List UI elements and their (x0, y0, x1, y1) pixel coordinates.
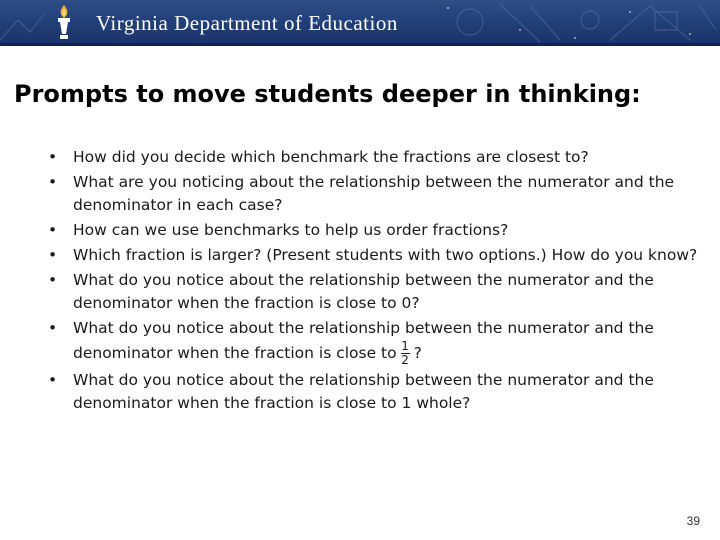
prompt-list (48, 146, 698, 417)
prompt-suffix: ? (413, 344, 422, 362)
bullet-icon: • (48, 148, 58, 166)
prompt-item (48, 317, 698, 367)
prompt-item (48, 171, 698, 217)
prompt-text: What do you notice about the relationship between the numerator and the denominator when the fraction is close to (73, 319, 654, 362)
organization-name: Virginia Department of Education (96, 11, 398, 35)
prompt-item (48, 219, 698, 242)
bullet-icon: • (48, 319, 58, 337)
prompt-text: What do you notice about the relationship between the numerator and the denominator when the fraction is close to 0? (73, 271, 654, 312)
page-number: 39 (686, 514, 700, 528)
prompt-text: What do you notice about the relationship between the numerator and the denominator when the fraction is close to 1 whole? (73, 371, 654, 412)
bullet-icon: • (48, 173, 58, 191)
prompt-item (48, 146, 698, 169)
banner-stripe (0, 43, 720, 46)
prompt-text: How can we use benchmarks to help us order fractions? (73, 221, 509, 239)
prompt-item (48, 269, 698, 315)
bullet-icon: • (48, 371, 58, 389)
prompt-text: What are you noticing about the relationship between the numerator and the denominator in each case? (73, 173, 675, 214)
prompt-text: Which fraction is larger? (Present students with two options.) How do you know? (73, 246, 698, 264)
torch-icon (53, 4, 75, 42)
bullet-icon: • (48, 246, 58, 264)
fraction-denominator: 2 (401, 353, 409, 367)
slide-title: Prompts to move students deeper in thinking: (14, 80, 641, 108)
fraction-numerator: 1 (401, 339, 409, 353)
prompt-text: How did you decide which benchmark the fractions are closest to? (73, 148, 589, 166)
prompt-item (48, 369, 698, 415)
fraction-one-half (401, 340, 410, 367)
header-banner (0, 0, 720, 46)
prompt-item (48, 244, 698, 267)
bullet-icon: • (48, 221, 58, 239)
bullet-icon: • (48, 271, 58, 289)
